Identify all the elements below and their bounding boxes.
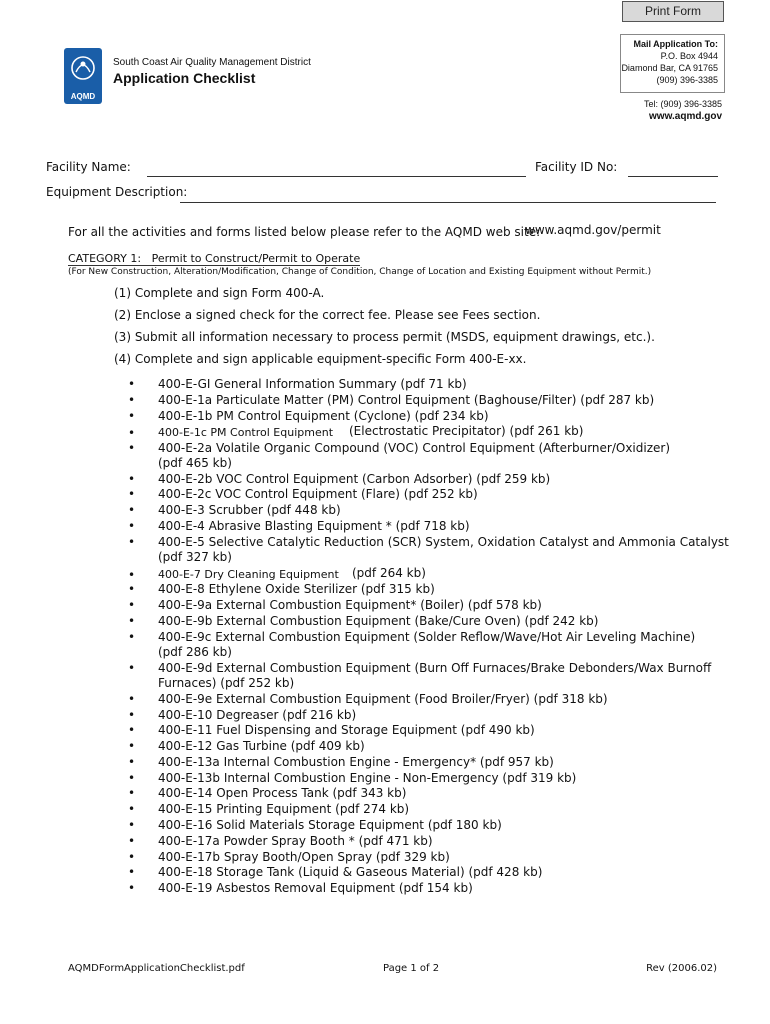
form-item[interactable]: 400-E-17a Powder Spray Booth * (pdf 471 kb) (158, 834, 433, 848)
form-item[interactable]: 400-E-5 Selective Catalytic Reduction (SCR) System, Oxidation Catalyst and Ammonia Catalyst (158, 535, 729, 549)
bullet: • (128, 568, 136, 582)
mail-address-box (620, 34, 725, 93)
bullet: • (128, 850, 136, 864)
footer-filename: AQMDFormApplicationChecklist.pdf (68, 963, 245, 974)
mail-line: P.O. Box 4944 (660, 51, 718, 61)
form-item[interactable]: 400-E-8 Ethylene Oxide Sterilizer (pdf 315 kb) (158, 582, 435, 596)
form-item[interactable]: 400-E-9b External Combustion Equipment (Bake/Cure Oven) (pdf 242 kb) (158, 614, 599, 628)
facility-name-input[interactable] (147, 176, 526, 177)
logo-text: AQMD (70, 92, 96, 101)
website-link[interactable]: www.aqmd.gov (649, 111, 722, 122)
form-item[interactable]: 400-E-4 Abrasive Blasting Equipment * (pdf 718 kb) (158, 519, 470, 533)
bullet: • (128, 409, 136, 423)
mail-line: Diamond Bar, CA 91765 (621, 63, 718, 73)
form-item[interactable]: 400-E-2a Volatile Organic Compound (VOC) Control Equipment (Afterburner/Oxidizer) (158, 441, 671, 455)
bullet: • (128, 503, 136, 517)
step-2: (2) Enclose a signed check for the correct fee. Please see Fees section. (114, 308, 541, 322)
bullet: • (128, 598, 136, 612)
form-item[interactable]: 400-E-GI General Information Summary (pdf 71 kb) (158, 377, 467, 391)
form-item[interactable]: 400-E-16 Solid Materials Storage Equipment (pdf 180 kb) (158, 818, 502, 832)
category-heading (68, 252, 360, 266)
bullet: • (128, 881, 136, 895)
page-title: Application Checklist (113, 70, 256, 86)
bullet: • (128, 426, 136, 440)
form-item-continuation[interactable]: (pdf 286 kb) (158, 645, 232, 659)
footer-revision: Rev (2006.02) (646, 963, 717, 974)
form-item[interactable]: 400-E-13b Internal Combustion Engine - Non-Emergency (pdf 319 kb) (158, 771, 577, 785)
form-item[interactable]: 400-E-11 Fuel Dispensing and Storage Equipment (pdf 490 kb) (158, 723, 535, 737)
bullet: • (128, 755, 136, 769)
bullet: • (128, 441, 136, 455)
facility-id-input[interactable] (628, 176, 718, 177)
form-item[interactable]: 400-E-13a Internal Combustion Engine - Emergency* (pdf 957 kb) (158, 755, 554, 769)
form-item[interactable]: 400-E-2c VOC Control Equipment (Flare) (pdf 252 kb) (158, 487, 478, 501)
facility-id-label: Facility ID No: (535, 160, 618, 174)
permit-url[interactable]: www.aqmd.gov/permit (525, 223, 661, 237)
form-item[interactable]: 400-E-1a Particulate Matter (PM) Control Equipment (Baghouse/Filter) (pdf 287 kb) (158, 393, 655, 407)
bullet: • (128, 802, 136, 816)
facility-name-label: Facility Name: (46, 160, 131, 174)
form-item[interactable]: 400-E-14 Open Process Tank (pdf 343 kb) (158, 786, 407, 800)
bullet: • (128, 519, 136, 533)
form-item[interactable]: 400-E-18 Storage Tank (Liquid & Gaseous Material) (pdf 428 kb) (158, 865, 543, 879)
aqmd-logo (64, 48, 102, 104)
form-item[interactable]: 400-E-12 Gas Turbine (pdf 409 kb) (158, 739, 365, 753)
bullet: • (128, 393, 136, 407)
form-item-tail[interactable]: (pdf 264 kb) (352, 566, 426, 580)
bullet: • (128, 377, 136, 391)
form-item-tail[interactable]: (Electrostatic Precipitator) (pdf 261 kb) (349, 424, 584, 438)
category-prefix: CATEGORY 1: (68, 252, 142, 265)
bullet: • (128, 723, 136, 737)
form-item[interactable]: 400-E-9e External Combustion Equipment (Food Broiler/Fryer) (pdf 318 kb) (158, 692, 608, 706)
bullet: • (128, 614, 136, 628)
form-item[interactable]: 400-E-1c PM Control Equipment (158, 426, 334, 439)
footer-page-number: Page 1 of 2 (383, 963, 440, 974)
bullet: • (128, 818, 136, 832)
step-4: (4) Complete and sign applicable equipment-specific Form 400-E-xx. (114, 352, 527, 366)
step-3: (3) Submit all information necessary to process permit (MSDS, equipment drawings, etc.). (114, 330, 655, 344)
form-item[interactable]: 400-E-15 Printing Equipment (pdf 274 kb) (158, 802, 410, 816)
bullet: • (128, 739, 136, 753)
bullet: • (128, 708, 136, 722)
form-item[interactable]: 400-E-9d External Combustion Equipment (Burn Off Furnaces/Brake Debonders/Wax Burnoff (158, 661, 712, 675)
form-item[interactable]: 400-E-3 Scrubber (pdf 448 kb) (158, 503, 341, 517)
category-note: (For New Construction, Alteration/Modification, Change of Condition, Change of Location and Existing Equipment without Permit.) (68, 267, 652, 277)
mail-line: (909) 396-3385 (656, 75, 718, 85)
bullet: • (128, 786, 136, 800)
equipment-description-input[interactable] (180, 202, 716, 203)
form-item-continuation[interactable]: (pdf 465 kb) (158, 456, 232, 470)
bullet: • (128, 582, 136, 596)
category-title: Permit to Construct/Permit to Operate (151, 252, 361, 265)
form-item[interactable]: 400-E-7 Dry Cleaning Equipment (158, 568, 339, 581)
equipment-description-label: Equipment Description: (46, 185, 188, 199)
print-form-button[interactable]: Print Form (622, 1, 724, 22)
form-item-continuation[interactable]: Furnaces) (pdf 252 kb) (158, 676, 295, 690)
bullet: • (128, 535, 136, 549)
mail-heading: Mail Application To: (633, 39, 718, 49)
bullet: • (128, 834, 136, 848)
bullet: • (128, 630, 136, 644)
step-1: (1) Complete and sign Form 400-A. (114, 286, 325, 300)
form-item[interactable]: 400-E-1b PM Control Equipment (Cyclone) (pdf 234 kb) (158, 409, 489, 423)
form-item[interactable]: 400-E-9a External Combustion Equipment* (Boiler) (pdf 578 kb) (158, 598, 542, 612)
bullet: • (128, 771, 136, 785)
form-item[interactable]: 400-E-2b VOC Control Equipment (Carbon Adsorber) (pdf 259 kb) (158, 472, 551, 486)
bullet: • (128, 692, 136, 706)
form-item[interactable]: 400-E-9c External Combustion Equipment (Solder Reflow/Wave/Hot Air Leveling Machine) (158, 630, 696, 644)
form-item-continuation[interactable]: (pdf 327 kb) (158, 550, 232, 564)
bullet: • (128, 472, 136, 486)
tel-number: Tel: (909) 396-3385 (643, 99, 722, 109)
bullet: • (128, 865, 136, 879)
form-item[interactable]: 400-E-19 Asbestos Removal Equipment (pdf 154 kb) (158, 881, 473, 895)
form-item[interactable]: 400-E-10 Degreaser (pdf 216 kb) (158, 708, 357, 722)
intro-text: For all the activities and forms listed below please refer to the AQMD web site: (68, 225, 541, 239)
org-name: South Coast Air Quality Management District (113, 57, 311, 68)
bullet: • (128, 487, 136, 501)
bullet: • (128, 661, 136, 675)
form-item[interactable]: 400-E-17b Spray Booth/Open Spray (pdf 329 kb) (158, 850, 450, 864)
